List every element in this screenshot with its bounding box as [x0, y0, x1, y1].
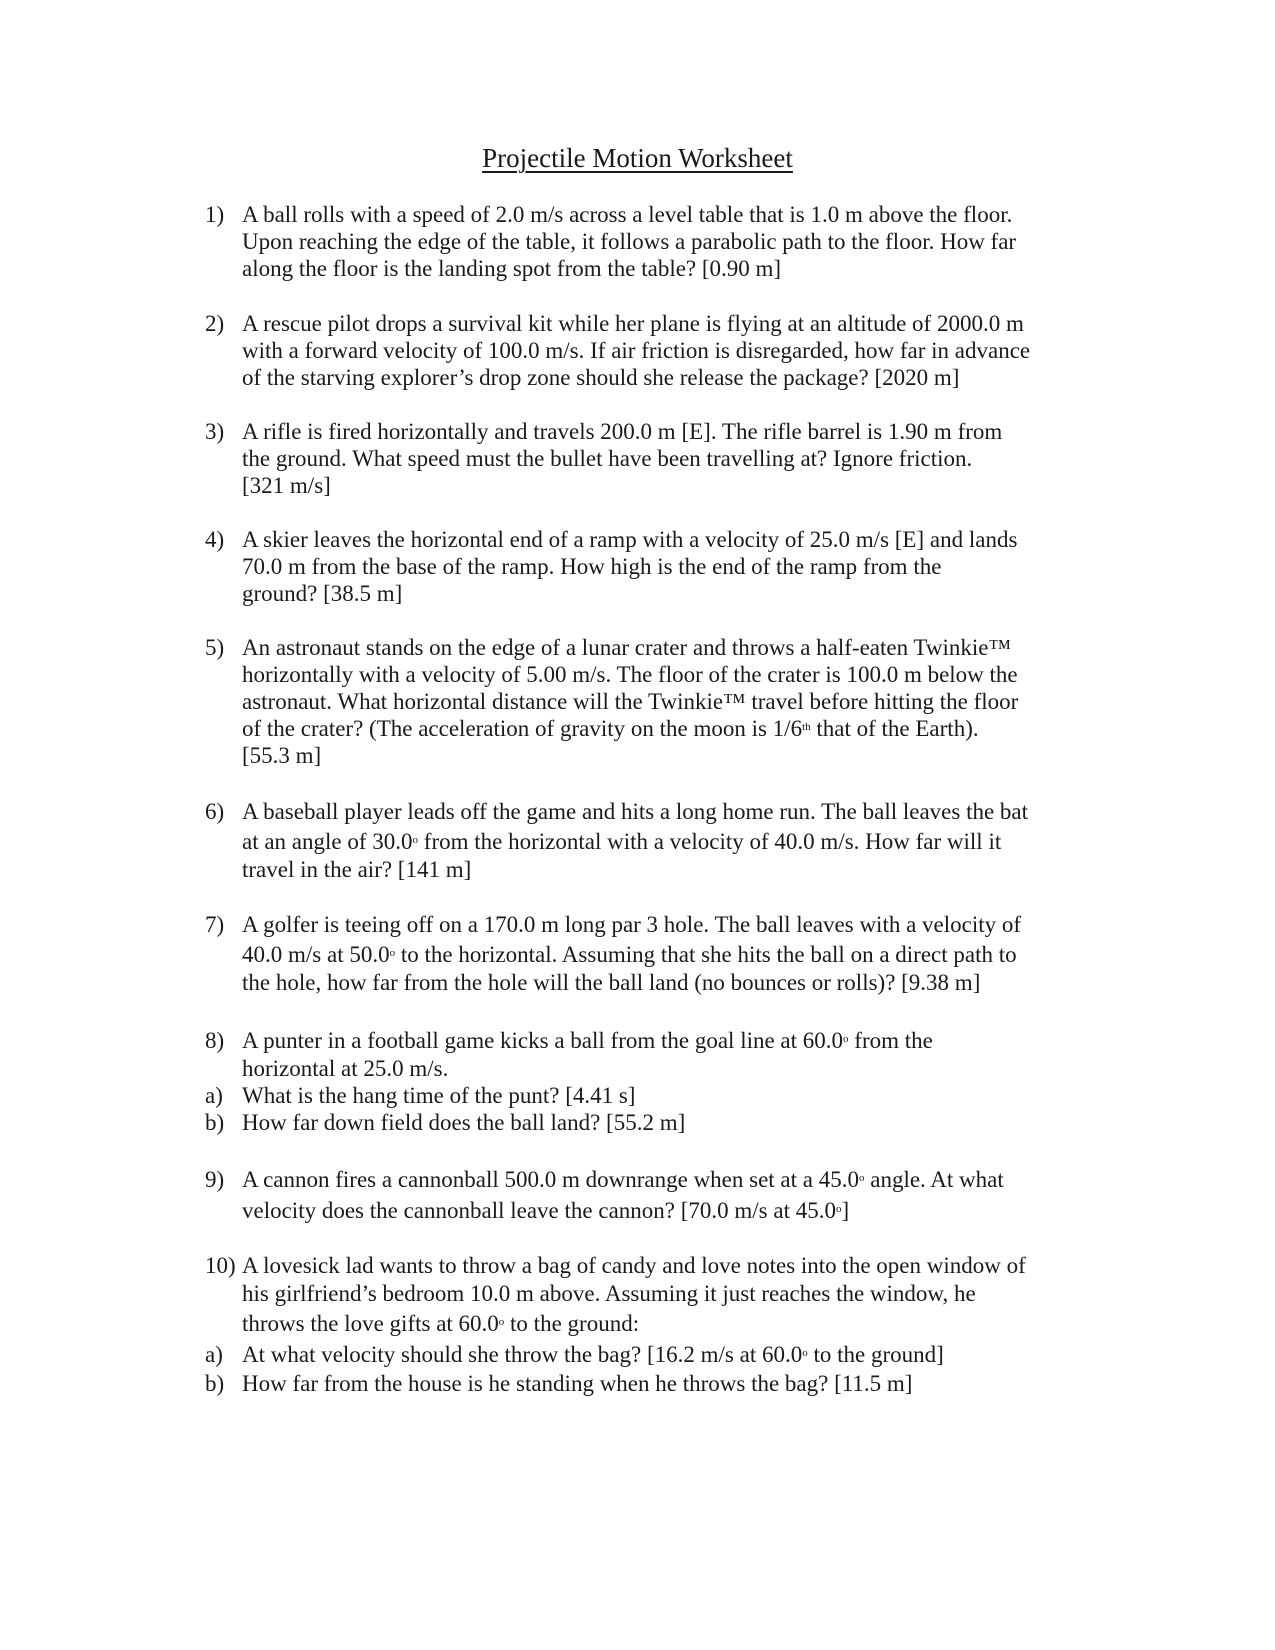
question-number: 7) — [205, 912, 225, 937]
question-number: 10) — [205, 1253, 236, 1278]
question-number: 6) — [205, 799, 225, 824]
subpart-text: How far down field does the ball land? [55.2 m] — [242, 1110, 686, 1135]
question-text-line — [242, 1310, 639, 1338]
subpart-text — [242, 1341, 944, 1369]
question-text-line: of the starving explorer’s drop zone should she release the package? [2020 m] — [242, 365, 960, 390]
subpart-label: a) — [205, 1342, 223, 1367]
question-text-line: with a forward velocity of 100.0 m/s. If air friction is disregarded, how far in advance — [242, 338, 1031, 363]
text-run: from the horizontal with a velocity of 40.0 m/s. How far will it — [418, 829, 1002, 854]
question-number: 9) — [205, 1167, 225, 1192]
question-number: 5) — [205, 635, 225, 660]
text-run: to the ground: — [504, 1311, 640, 1336]
question-text-line: horizontally with a velocity of 5.00 m/s. The floor of the crater is 100.0 m below the — [242, 662, 1018, 687]
text-run: At what velocity should she throw the bag? [16.2 m/s at 60.0 — [242, 1342, 803, 1367]
question-text-line: A rifle is fired horizontally and travels 200.0 m [E]. The rifle barrel is 1.90 m from — [242, 419, 1003, 444]
subpart-label: a) — [205, 1083, 223, 1108]
question-text-line: travel in the air? [141 m] — [242, 857, 472, 882]
question-text-line — [242, 941, 1017, 969]
question-text-line: A ball rolls with a speed of 2.0 m/s across a level table that is 1.0 m above the floor. — [242, 202, 1013, 227]
question-text-line: A rescue pilot drops a survival kit while her plane is flying at an altitude of 2000.0 m — [242, 311, 1024, 336]
question-text-line: A skier leaves the horizontal end of a ramp with a velocity of 25.0 m/s [E] and lands — [242, 527, 1018, 552]
question-text-line: [321 m/s] — [242, 473, 331, 498]
text-run: of the crater? (The acceleration of gravity on the moon is 1/6 — [242, 716, 803, 741]
text-run: A cannon fires a cannonball 500.0 m downrange when set at a 45.0 — [242, 1167, 859, 1192]
text-run: angle. At what — [864, 1167, 1004, 1192]
degree-superscript: o — [859, 1172, 865, 1184]
question-text-line — [242, 715, 979, 743]
question-number: 8) — [205, 1028, 225, 1053]
subpart-label: b) — [205, 1371, 225, 1396]
question-text-line: the hole, how far from the hole will the ball land (no bounces or rolls)? [9.38 m] — [242, 970, 981, 995]
degree-superscript: o — [412, 834, 419, 846]
question-number: 4) — [205, 527, 225, 552]
degree-superscript: o — [843, 1033, 849, 1045]
question-text-line: A baseball player leads off the game and hits a long home run. The ball leaves the bat — [242, 799, 1029, 824]
question-text-line: astronaut. What horizontal distance will the Twinkie™ travel before hitting the floor — [242, 689, 1019, 714]
page-title: Projectile Motion Worksheet — [482, 143, 793, 173]
question-text-line: along the floor is the landing spot from the table? [0.90 m] — [242, 256, 782, 281]
question-text-line: Upon reaching the edge of the table, it follows a parabolic path to the floor. How far — [242, 229, 1017, 254]
degree-superscript: o — [835, 1203, 842, 1215]
text-run: from the — [848, 1028, 933, 1053]
text-run: to the ground] — [807, 1342, 944, 1367]
text-run: that of the Earth). — [810, 716, 979, 741]
question-text-line: [55.3 m] — [242, 743, 322, 768]
question-text-line: the ground. What speed must the bullet have been travelling at? Ignore friction. — [242, 446, 973, 471]
subpart-text: How far from the house is he standing when he throws the bag? [11.5 m] — [242, 1371, 913, 1396]
subpart-label: b) — [205, 1110, 225, 1135]
question-number: 2) — [205, 311, 225, 336]
question-text-line — [242, 1027, 933, 1055]
text-run: ] — [841, 1198, 850, 1223]
degree-superscript: o — [498, 1316, 505, 1328]
question-text-line: horizontal at 25.0 m/s. — [242, 1056, 449, 1081]
question-text-line — [242, 1166, 1004, 1194]
question-number: 3) — [205, 419, 225, 444]
question-text-line: ground? [38.5 m] — [242, 581, 403, 606]
question-text-line: A lovesick lad wants to throw a bag of candy and love notes into the open window of — [242, 1253, 1026, 1278]
text-run: velocity does the cannonball leave the cannon? [70.0 m/s at 45.0 — [242, 1198, 836, 1223]
question-text-line: his girlfriend’s bedroom 10.0 m above. Assuming it just reaches the window, he — [242, 1281, 976, 1306]
question-text-line — [242, 828, 1001, 856]
degree-superscript: o — [802, 1347, 808, 1359]
text-run: throws the love gifts at 60.0 — [242, 1311, 499, 1336]
superscript: th — [802, 721, 811, 733]
question-text-line: A golfer is teeing off on a 170.0 m long par 3 hole. The ball leaves with a velocity of — [242, 912, 1022, 937]
question-text-line — [242, 1197, 849, 1225]
text-run: to the horizontal. Assuming that she hits the ball on a direct path to — [395, 942, 1017, 967]
question-number: 1) — [205, 202, 225, 227]
question-text-line: An astronaut stands on the edge of a lunar crater and throws a half-eaten Twinkie™ — [242, 635, 1012, 660]
text-run: 40.0 m/s at 50.0 — [242, 942, 390, 967]
question-text-line: 70.0 m from the base of the ramp. How high is the end of the ramp from the — [242, 554, 942, 579]
text-run: at an angle of 30.0 — [242, 829, 413, 854]
text-run: A punter in a football game kicks a ball from the goal line at 60.0 — [242, 1028, 844, 1053]
subpart-text: What is the hang time of the punt? [4.41 s] — [242, 1083, 636, 1108]
degree-superscript: o — [389, 947, 396, 959]
